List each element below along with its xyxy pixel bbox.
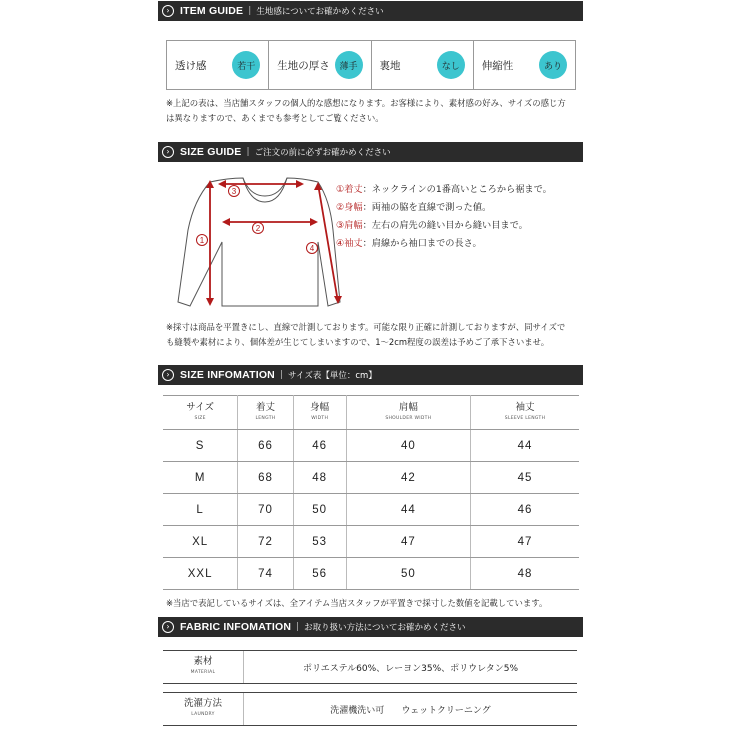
item-guide-note: ※上記の表は、当店舗スタッフの個人的な感想になります。お客様により、素材感の好み、サイズの感じ方 は異なりますので、あくまでも参考としてご覧ください。 bbox=[166, 98, 566, 123]
section-title: FABRIC INFOMATION bbox=[180, 621, 292, 633]
item-guide-header: › ITEM GUIDE | 生地感についてお確かめください bbox=[158, 1, 583, 21]
svg-text:4: 4 bbox=[309, 244, 315, 253]
material-label: 素材 MATERIAL bbox=[163, 651, 244, 683]
section-title: ITEM GUIDE bbox=[180, 5, 244, 17]
size-guide-header: › SIZE GUIDE | ご注文の前に必ずお確かめください bbox=[158, 142, 583, 162]
laundry-label: 洗濯方法 LAUNDRY bbox=[163, 693, 244, 725]
column-header: 身幅 WIDTH bbox=[293, 396, 346, 430]
section-subtitle: 生地感についてお確かめください bbox=[256, 7, 384, 17]
guide-cell-lining bbox=[372, 41, 474, 89]
svg-text:3: 3 bbox=[231, 187, 237, 196]
section-subtitle: ご注文の前に必ずお確かめください bbox=[254, 148, 391, 158]
size-info-note: ※当店で表記しているサイズは、全アイテム当店スタッフが平置きで採寸した数値を記載しています。 bbox=[166, 598, 548, 608]
table-row: XXL 74 56 50 48 bbox=[163, 558, 579, 590]
guide-cell-stretch bbox=[474, 41, 575, 89]
guide-label: 裏地 bbox=[379, 59, 401, 72]
guide-cell-sheer bbox=[167, 41, 269, 89]
measure-marker-4 bbox=[307, 243, 318, 254]
guide-value-badge: 薄手 bbox=[335, 51, 363, 79]
material-row bbox=[163, 650, 577, 684]
section-title: SIZE GUIDE bbox=[180, 146, 242, 158]
table-header-row bbox=[163, 396, 579, 430]
column-header: 着丈 LENGTH bbox=[238, 396, 294, 430]
section-subtitle: お取り扱い方法についてお確かめください bbox=[304, 623, 466, 633]
table-row: M 68 48 42 45 bbox=[163, 462, 579, 494]
fabric-info-header: › FABRIC INFOMATION | お取り扱い方法についてお確かめください bbox=[158, 617, 583, 637]
size-info-header: › SIZE INFOMATION | サイズ表【単位：cm】 bbox=[158, 365, 583, 385]
chevron-right-icon: › bbox=[162, 146, 174, 158]
guide-label: 伸縮性 bbox=[481, 59, 514, 72]
guide-value-badge: あり bbox=[539, 51, 567, 79]
laundry-row bbox=[163, 692, 577, 726]
guide-value-badge: 若干 bbox=[232, 51, 260, 79]
measure-marker-3 bbox=[229, 186, 240, 197]
measurement-list bbox=[336, 181, 552, 253]
size-guide-note: ※採寸は商品を平置きにし、直線で計測しております。可能な限り正確に計測しておりますが、同サイズで も縫製や素材により、個体差が生じてしまいますので、1〜2cm程度の誤差は予めご了承下さいませ。 bbox=[166, 322, 566, 347]
material-value: ポリエステル60%、レーヨン35%、ポリウレタン5% bbox=[302, 663, 519, 674]
measurement-item: ②身幅：両袖の脇を直線で測った値。 bbox=[336, 202, 492, 213]
chevron-right-icon: › bbox=[162, 369, 174, 381]
section-title: SIZE INFOMATION bbox=[180, 369, 275, 381]
table-row: L 70 50 44 46 bbox=[163, 494, 579, 526]
guide-cell-thickness bbox=[269, 41, 371, 89]
table-row: XL 72 53 47 47 bbox=[163, 526, 579, 558]
table-row: S 66 46 40 44 bbox=[163, 430, 579, 462]
laundry-value: 洗濯機洗い可 ウェットクリーニング bbox=[330, 705, 491, 716]
column-header: 肩幅 SHOULDER WIDTH bbox=[346, 396, 470, 430]
column-header: サイズ SIZE bbox=[163, 396, 238, 430]
tshirt-diagram bbox=[170, 170, 345, 312]
column-header: 袖丈 SLEEVE LENGTH bbox=[471, 396, 579, 430]
chevron-right-icon: › bbox=[162, 5, 174, 17]
guide-label: 透け感 bbox=[175, 59, 207, 72]
guide-value-badge: なし bbox=[437, 51, 465, 79]
chevron-right-icon: › bbox=[162, 621, 174, 633]
svg-text:2: 2 bbox=[255, 224, 261, 233]
measure-marker-2 bbox=[253, 223, 264, 234]
measurement-item: ③肩幅：左右の肩先の縫い目から縫い目まで。 bbox=[336, 220, 528, 231]
measurement-item: ①着丈：ネックラインの1番高いところから裾まで。 bbox=[336, 184, 552, 195]
svg-text:1: 1 bbox=[199, 236, 205, 245]
guide-label: 生地の厚さ bbox=[277, 59, 330, 72]
size-table bbox=[163, 395, 579, 590]
section-subtitle: サイズ表【単位：cm】 bbox=[288, 371, 377, 381]
measurement-item: ④袖丈：肩線から袖口までの長さ。 bbox=[336, 238, 482, 249]
measure-marker-1 bbox=[197, 235, 208, 246]
item-guide-table bbox=[166, 40, 576, 90]
